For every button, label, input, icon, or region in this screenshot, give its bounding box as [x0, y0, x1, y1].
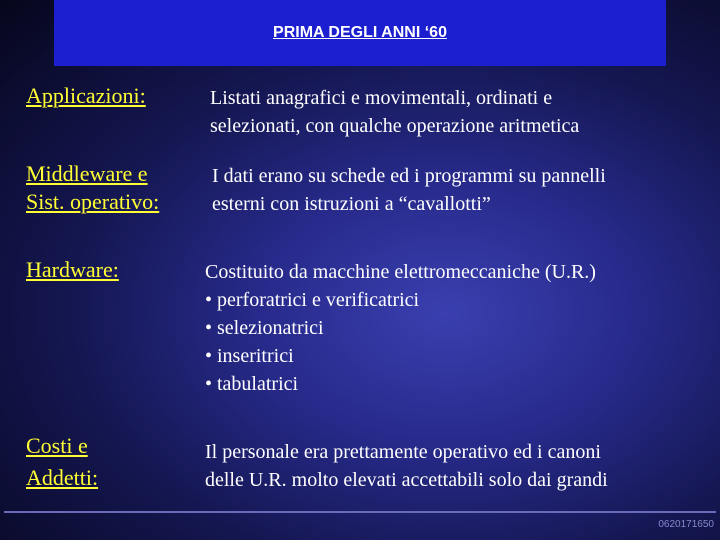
- footer-divider: [4, 511, 716, 513]
- section-content-costi: [205, 438, 608, 494]
- section-content-middleware: [212, 162, 606, 218]
- content-line: Costituito da macchine elettromeccaniche (U.R.): [205, 261, 596, 283]
- content-line: Listati anagrafici e movimentali, ordinati e: [210, 87, 553, 109]
- label-line: Addetti:: [26, 465, 99, 490]
- content-line: I dati erano su schede ed i programmi su pannelli: [212, 165, 606, 187]
- label-line: Hardware:: [26, 257, 119, 282]
- label-line: Sist. operativo:: [26, 189, 160, 214]
- content-line: esterni con istruzioni a “cavallotti”: [212, 193, 491, 215]
- content-line: • perforatrici e verificatrici: [205, 289, 420, 311]
- label-line: Costi e: [26, 433, 88, 458]
- section-label-applicazioni: [26, 82, 146, 110]
- section-label-hardware: [26, 256, 119, 284]
- title-bar: [54, 0, 666, 66]
- content-line: Il personale era prettamente operativo ed i canoni: [205, 441, 601, 463]
- content-line: • selezionatrici: [205, 317, 324, 339]
- section-label-middleware: [26, 160, 159, 216]
- content-line: selezionati, con qualche operazione aritmetica: [210, 115, 580, 137]
- section-content-hardware: [205, 258, 596, 398]
- content-line: • inseritrici: [205, 345, 294, 367]
- slide-title: PRIMA DEGLI ANNI ‘60: [273, 24, 447, 41]
- content-line: delle U.R. molto elevati accettabili solo dai grandi: [205, 469, 608, 491]
- content-line: • tabulatrici: [205, 373, 299, 395]
- label-line: Applicazioni:: [26, 83, 146, 108]
- section-content-applicazioni: [210, 84, 579, 140]
- label-line: Middleware e: [26, 161, 148, 186]
- footer-code: 0620171650: [658, 519, 714, 530]
- section-label-costi: [26, 430, 98, 494]
